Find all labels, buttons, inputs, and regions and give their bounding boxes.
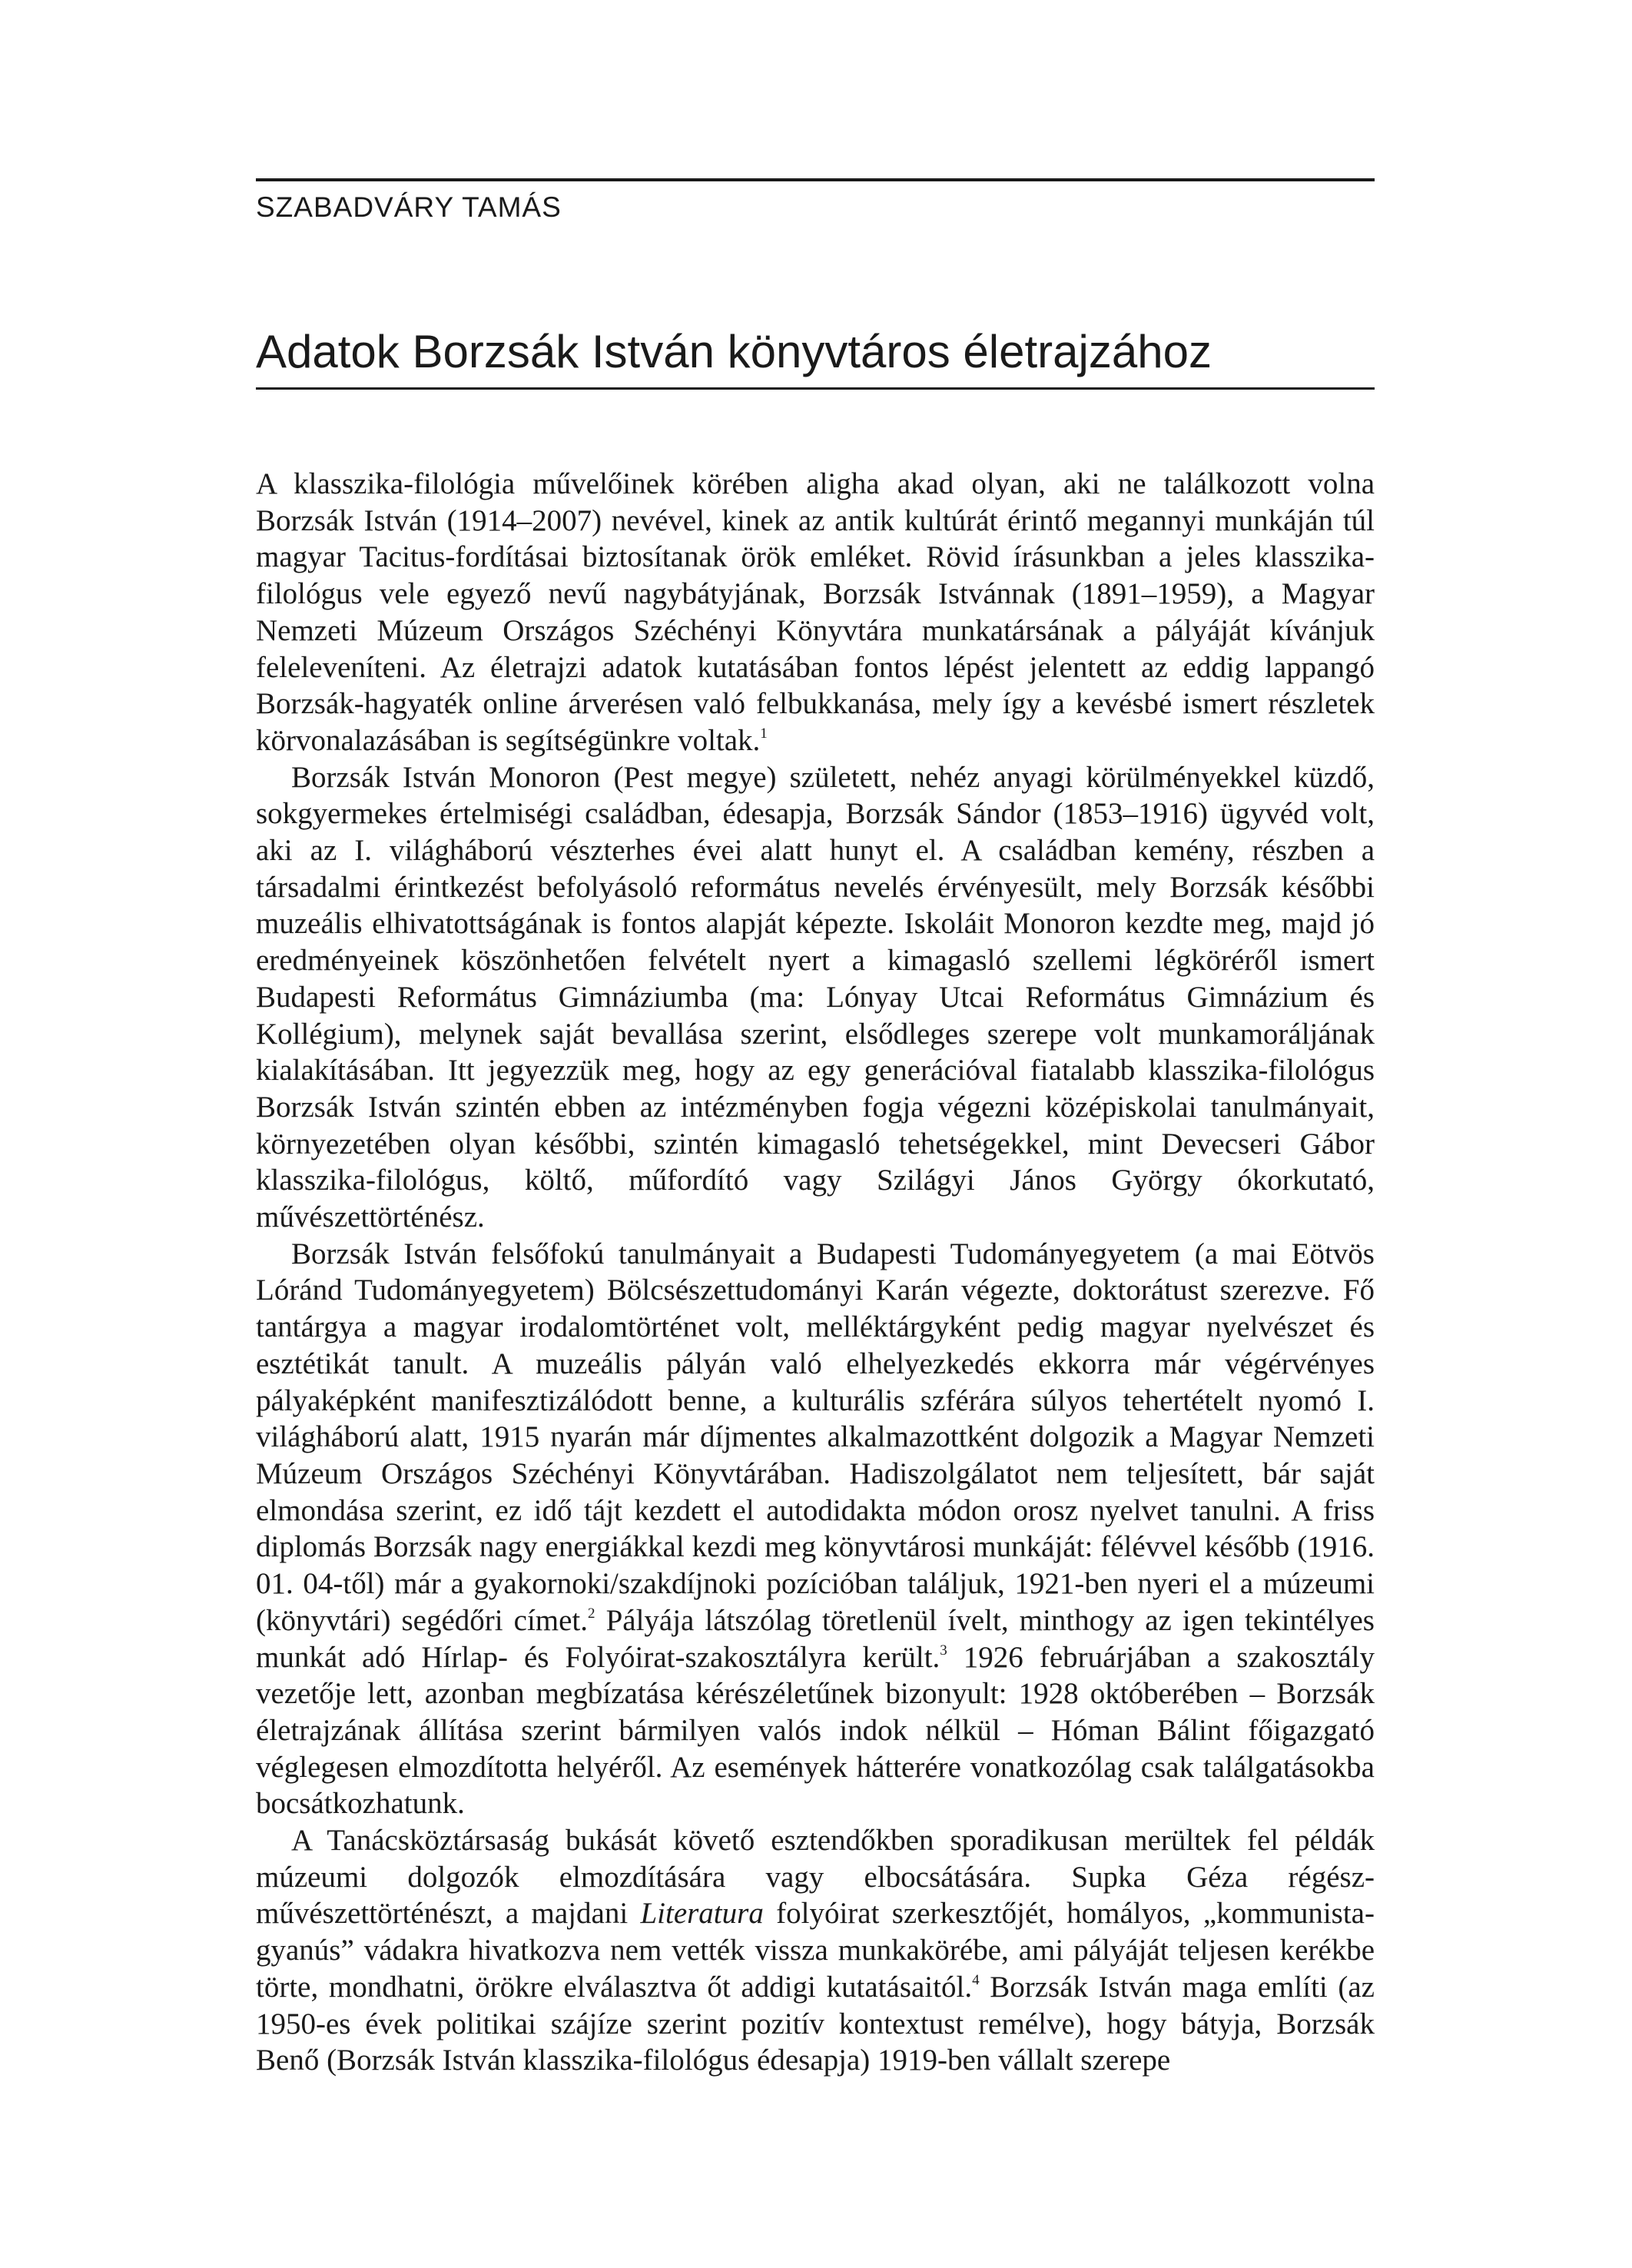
author-name: SZABADVÁRY TAMÁS: [256, 191, 562, 223]
article-body: [256, 466, 1375, 2079]
paragraph-4-text-c: Borzsák István maga említi (az 1950-es évek politikai szájíze szerint pozitív kontextust remélve), hogy bátyja, Borzsák Benő (Borzsák István klasszika-filológus édesapja) 1919-ben vállalt szerepe: [256, 1970, 1375, 2077]
footnote-ref-4[interactable]: 4: [972, 1971, 980, 1988]
paragraph-1: [256, 466, 1375, 759]
paragraph-3-text-a: Borzsák István felsőfokú tanulmányait a Budapesti Tudományegyetem (a mai Eötvös Lóránd Tudományegyetem) Bölcsészettudományi Karán végezte, doktorátust szerezve. Fő tantárgya a magyar irodalomtörténet volt, melléktárgyként pedig magyar nyelvészet és esztétikát tanult. A muzeális pályán való elhelyezkedés ekkorra már végérvényes pályaképként manifesztizálódott benne, a kulturális szférára súlyos tehertételt nyomó I. világháború alatt, 1915 nyarán már díjmentes alkalmazottként dolgozik a Magyar Nemzeti Múzeum Országos Széchényi Könyvtárában. Hadiszolgálatot nem teljesített, bár saját elmondása szerint, ez idő tájt kezdett el autodidakta módon orosz nyelvet tanulni. A friss diplomás Borzsák nagy energiákkal kezdi meg könyvtárosi munkáját: félévvel később (1916. 01. 04-től) már a gyakornoki/szakdíjnoki pozícióban találjuk, 1921-ben nyeri el a múzeumi (könyvtári) segédőri címet.: [256, 1237, 1375, 1637]
paragraph-1-text: A klasszika-filológia művelőinek körében aligha akad olyan, aki ne találkozott volna Borzsák István (1914–2007) nevével, kinek az antik kultúrát érintő megannyi munkáján túl magyar Tacitus-fordításai biztosítanak örök emléket. Rövid írásunkban a jeles klasszika-filológus vele egyező nevű nagybátyjának, Borzsák Istvánnak (1891–1959), a Magyar Nemzeti Múzeum Országos Széchényi Könyvtára munkatársának a pályáját kívánjuk feleleveníteni. Az életrajzi adatok kutatásában fontos lépést jelentett az eddig lappangó Borzsák-hagyaték online árverésen való felbukkanása, mely így a kevésbé ismert részletek körvonalazásában is segítségünkre voltak.: [256, 467, 1375, 757]
paragraph-3-text-c: 1926 februárjában a szakosztály vezetője lett, azonban megbízatása kérészéletűnek bizonyult: 1928 októberében – Borzsák életrajzának állítása szerint bármilyen valós indok nélkül – Hóman Bálint főigazgató véglegesen elmozdította helyéről. Az események hátterére vonatkozólag csak találgatásokba bocsátkozhatunk.: [256, 1640, 1375, 1821]
paragraph-3: [256, 1236, 1375, 1822]
paragraph-4: [256, 1822, 1375, 2079]
journal-title-italic: Literatura: [640, 1897, 764, 1931]
paragraph-2: [256, 759, 1375, 1236]
header-rule: [256, 178, 1375, 181]
footnote-ref-2[interactable]: 2: [588, 1605, 595, 1622]
paragraph-2-text: Borzsák István Monoron (Pest megye) született, nehéz anyagi körülményekkel küzdő, sokgyermekes értelmiségi családban, édesapja, Borzsák Sándor (1853–1916) ügyvéd volt, aki az I. világháború vészterhes évei alatt hunyt el. A családban kemény, részben a társadalmi érintkezést befolyásoló református nevelés érvényesült, mely Borzsák későbbi muzeális elhivatottságának is fontos alapját képezte. Iskoláit Monoron kezdte meg, majd jó eredményeinek köszönhetően felvételt nyert a kimagasló szellemi légköréről ismert Budapesti Református Gimnáziumba (ma: Lónyay Utcai Református Gimnázium és Kollégium), melynek saját bevallása szerint, elsődleges szerepe volt munkamoráljának kialakításában. Itt jegyezzük meg, hogy az egy generációval fiatalabb klasszika-filológus Borzsák István szintén ebben az intézményben fogja végezni középiskolai tanulmányait, környezetében olyan későbbi, szintén kimagasló tehetségekkel, mint Devecseri Gábor klasszika-filológus, költő, műfordító vagy Szilágyi János György ókorkutató, művészettörténész.: [256, 760, 1375, 1234]
title-underline: [256, 387, 1375, 390]
footnote-ref-1[interactable]: 1: [760, 725, 768, 742]
article-title: Adatok Borzsák István könyvtáros életrajzához: [256, 326, 1212, 377]
paragraph-3-text-b: Pályája látszólag töretlenül ívelt, minthogy az igen tekintélyes munkát adó Hírlap- és Folyóirat-szakosztályra került.: [256, 1603, 1375, 1674]
paragraph-4-text-a: A Tanácsköztársaság bukását követő esztendőkben sporadikusan merültek fel példák múzeumi dolgozók elmozdítására vagy elbocsátására. Supka Géza régész-művészettörténészt, a majdani: [256, 1824, 1375, 1931]
footnote-ref-3[interactable]: 3: [940, 1642, 947, 1659]
paragraph-4-text-b: folyóirat szerkesztőjét, homályos, „kommunista-gyanús” vádakra hivatkozva nem vették vissza munkakörébe, ami pályáját teljesen kerékbe törte, mondhatni, örökre elválasztva őt addigi kutatásaitól.: [256, 1897, 1375, 2004]
